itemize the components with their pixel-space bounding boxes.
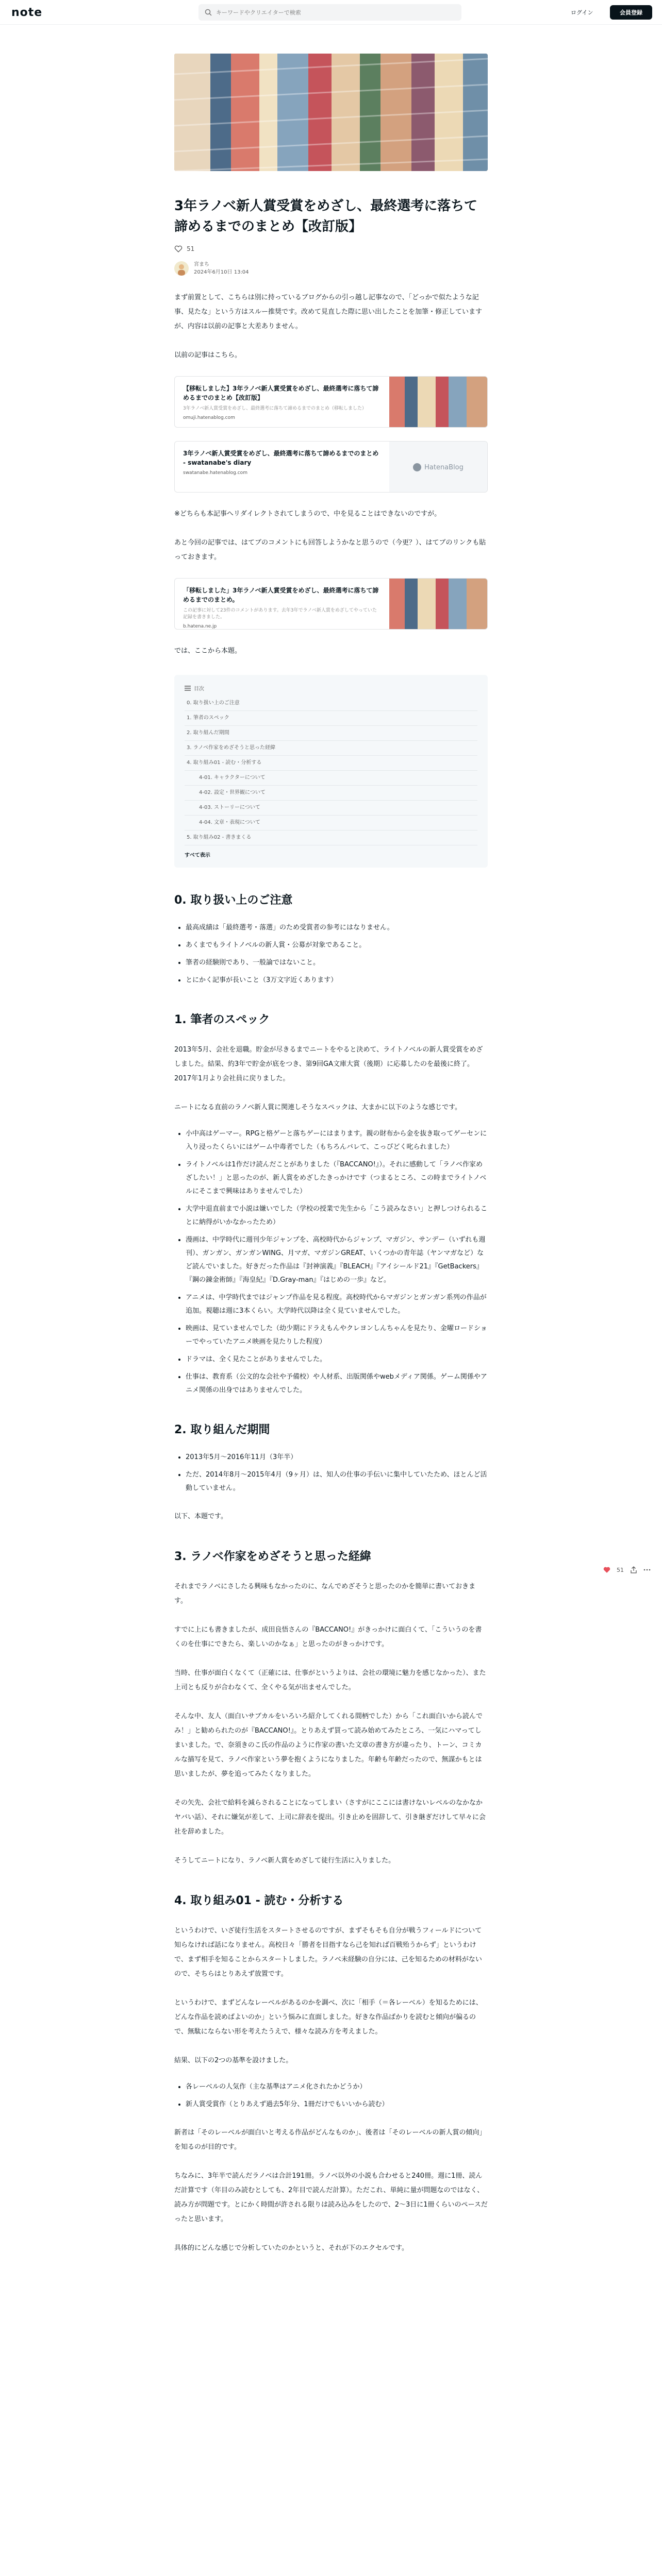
link-card-site: omuji.hatenablog.com [183, 415, 235, 420]
toc-item[interactable]: 5. 取り組み02 - 書きまくる [185, 831, 477, 845]
intro-paragraph-1: まず前置として、こちらは別に持っているブログからの引っ越し記事なので、「どっかで似たような記事、見たな」という方はスルー推奨です。改めて見直した際に思い出したことを加筆・修正していますが、内容は以前の記事と大差ありません。 [174, 294, 482, 330]
toc-item[interactable]: 2. 取り組んだ期間 [185, 726, 477, 741]
list-item: • 漫画は、中学時代に週刊少年ジャンプを、高校時代からジャンプ、マガジン、サンデー（いずれも週刊）、ガンガン、ガンガンWING、月マガ、マガジンGREAT、いくつかの青年誌（ヤンマガなど）など読んでいました。好きだった作品は『封神演義』『BLEACH』『アイシールド21』『GetBackers』『鋼の錬金術師』『海皇紀』『D.Gray-man』『はじめの一歩』など。 [186, 1233, 488, 1287]
list-item: • 大学中退直前まで小説は嫌いでした（学校の授業で先生から「こう読みなさい」と押しつけられることに納得がいかなかったため） [186, 1202, 488, 1229]
hatenablog-logo-icon [413, 463, 421, 471]
section-1-paragraph-2: ニートになる直前のラノベ新人賞に関連しそうなスペックは、大まかに以下のような感じです。 [174, 1104, 462, 1111]
toc-show-all-button[interactable]: すべて表示 [185, 853, 210, 858]
list-item: • 2013年5月〜2016年11月（3年半） [186, 1451, 488, 1464]
note-paragraph-1: ※どちらも本記事へリダイレクトされてしまうので、中を見ることはできないのですが。 [174, 510, 441, 518]
section-1-paragraph-1: 2013年5月、会社を退職。貯金が尽きるまでニートをやると決めて、ライトノベルの新人賞受賞をめざしました。結果、約3年で貯金が底をつき、第9回GA文庫大賞（後期）に応募したのを最後に終了。2017年1月より会社員に戻りました。 [174, 1046, 483, 1082]
toc-subitem[interactable]: 4-01. キャラクターについて [185, 771, 477, 786]
link-card-title: 「移転しました」3年ラノベ新人賞受賞をめざし、最終選考に落ちて諦めるまでのまとめ。 [183, 587, 379, 603]
link-card-thumbnail [389, 579, 487, 630]
link-card-1[interactable] [174, 376, 488, 428]
heart-icon[interactable] [174, 245, 183, 252]
floating-like-count: 51 [617, 1566, 624, 1573]
section-4-paragraph-3: 結果、以下の2つの基準を設けました。 [174, 2057, 293, 2064]
hero-image [174, 54, 488, 171]
toc-item[interactable]: 1. 筆者のスペック [185, 711, 477, 726]
section-4-list [174, 2080, 488, 2111]
author-avatar[interactable] [174, 261, 189, 276]
section-heading-3: 3. ラノベ作家をめざそうと思った経緯 [174, 1550, 371, 1563]
section-4-paragraph-6: 具体的にどんな感じで分析していたのかというと、それが下のエクセルです。 [174, 2244, 408, 2252]
toc-subitem[interactable]: 4-04. 文章・表現について [185, 816, 477, 831]
note-logo[interactable]: note [11, 6, 43, 19]
link-card-3[interactable] [174, 578, 488, 630]
section-4-paragraph-4: 新者は「そのレーベルが面白いと考える作品がどんなものか」、後者は「そのレーベルの新人賞の傾向」を知るのが目的です。 [174, 2129, 486, 2151]
floating-action-bar [603, 1566, 651, 1573]
list-icon [185, 686, 191, 691]
section-1-list [174, 1127, 488, 1397]
hatenablog-logo-text: HatenaBlog [424, 463, 464, 471]
hero-books-illustration [174, 54, 488, 171]
list-item: • 筆者の経験則であり、一般論ではないこと。 [186, 956, 488, 970]
list-item: • 最高成績は「最終選考・落選」のため受賞者の参考にはなりません。 [186, 921, 488, 935]
link-card-2[interactable] [174, 441, 488, 493]
link-card-thumbnail [389, 442, 487, 493]
heart-icon[interactable] [603, 1567, 610, 1573]
article-title: 3年ラノベ新人賞受賞をめざし、最終選考に落ちて諦めるまでのまとめ【改訂版】 [174, 198, 478, 234]
list-item: • ドラマは、全く見たことがありませんでした。 [186, 1353, 488, 1366]
article [174, 54, 488, 2256]
toc-title: 目次 [194, 686, 204, 692]
intro-transition: では、ここから本題。 [174, 647, 242, 655]
section-4-paragraph-5: ちなみに、3年半で読んだラノベは合計191冊。ラノベ以外の小説も合わせると240冊。週に1冊、読んだ計算です（年目のみ読むとしても、2年目で読んだ計算）。ただこれ、単純に量が問題なのではなく、読み方が問題です。とにかく時間が許される限りは読み込みをしたので、2〜3日に1冊くらいのペースだったと思います。 [174, 2172, 488, 2223]
share-icon[interactable] [630, 1566, 637, 1573]
section-0-list [174, 921, 488, 987]
section-3-paragraph-6: そうしてニートになり、ラノベ新人賞をめざして徒行生活に入りました。 [174, 1857, 395, 1865]
author-name[interactable]: 宮まち [194, 262, 209, 267]
link-card-site: swatanabe.hatenablog.com [183, 470, 247, 476]
section-2-list [174, 1451, 488, 1495]
more-icon[interactable] [643, 1566, 651, 1573]
note-paragraph-2: あと今回の記事では、はてブのコメントにも回答しようかなと思うので（今更？）、はてブのリンクも貼っておきます。 [174, 539, 486, 561]
list-item: • ライトノベルは1作だけ読んだことがありました（『BACCANO!』）。それに感動して「ラノベ作家めざしたい！」と思ったのが、新人賞をめざしたきっかけです（つまるところ、この時までライトノベルにそこまで興味はありませんでした） [186, 1158, 488, 1198]
link-card-title: 3年ラノベ新人賞受賞をめざし、最終選考に落ちて諦めるまでのまとめ - swatanabe's diary [183, 450, 379, 466]
section-heading-4: 4. 取り組み01 - 読む・分析する [174, 1894, 344, 1907]
section-3-paragraph-3: 当時、仕事が面白くなくて（正確には、仕事がというよりは、会社の環境に魅力を感じなかった）、また上司とも反りが合わなくて、全くやる気が出ませんでした。 [174, 1669, 486, 1691]
search-input[interactable] [216, 9, 448, 16]
list-item: • 小中高はゲーマー。RPGと格ゲーと落ちゲーにはまります。親の財布から金を抜き取ってゲーセンに入り浸ったくらいにはゲーム中毒者でした（もちろんバレて、こっぴどく叱られました） [186, 1127, 488, 1154]
section-4-paragraph-2: というわけで、まずどんなレーベルがあるのかを調べ、次に「相手（＝各レーベル）を知るためには、どんな作品を読めばよいのか」という悩みに直面しました。好きな作品ばかりを読むと傾向が偏るので、無駄にならない形を考えたうえで、様々な読み方を考えました。 [174, 1999, 483, 2036]
toc-item[interactable]: 0. 取り扱い上のご注意 [185, 696, 477, 711]
section-heading-2: 2. 取り組んだ期間 [174, 1423, 270, 1436]
link-card-thumbnail [389, 377, 487, 428]
top-header [0, 0, 662, 25]
list-item: • アニメは、中学時代まではジャンプ作品を見る程度。高校時代からマガジンとガンガン系列の作品が追加。視聴は週に3本くらい。大学時代以降は全く見ていませんでした。 [186, 1291, 488, 1318]
list-item: • 映画は、見ていませんでした（幼少期にドラえもんやクレヨンしんちゃんを見たり、金曜ロードショーでやっていたアニメ映画を見たりした程度） [186, 1322, 488, 1349]
toc-item[interactable]: 4. 取り組み01 - 読む・分析する [185, 756, 477, 771]
section-3-paragraph-1: それまでラノベにさしたる興味もなかったのに、なんでめざそうと思ったのかを簡単に書いておきます。 [174, 1583, 476, 1605]
link-card-desc: この記事に対して23件のコメントがあります。去年3年でラノベ新人賞をめざしてやっていた記録を書きました。 [183, 608, 377, 620]
section-heading-0: 0. 取り扱い上のご注意 [174, 894, 293, 907]
list-item: • あくまでもライトノベルの新人賞・公募が対象であること。 [186, 939, 488, 952]
section-3-paragraph-4: そんな中、友人（面白いサブカルをいろいろ紹介してくれる間柄でした）から「これ面白いから読んでみ！」と勧められたのが『BACCANO!』。とりあえず買って読み始めてみたところ、一気にハマってしまいました。で、奈須きのこ氏の作品のように作家の書いた文章の書き方が違ったり、トーン、コミカルな描写を見て、ラノベ作家という夢を抱くようになりました。年齢も年齢だったので、無謀かもとは思いましたが、夢を追ってみたくなりました。 [174, 1713, 483, 1778]
search-box[interactable] [198, 4, 461, 21]
section-4-paragraph-1: というわけで、いざ徒行生活をスタートさせるのですが、まずそもそも自分が戦うフィールドについて知らなければ話になりません。高校日々「勝者を目指すなら己を知れば百戦殆うからず」というわけで、まず相手を知ることからスタートしました。ラノベ未経験の自分には、己を知るための材料がないので、そちらはとりあえず放置です。 [174, 1927, 482, 1978]
author-meta [194, 261, 249, 276]
like-row [174, 245, 488, 252]
link-card-title: 【移転しました】3年ラノベ新人賞受賞をめざし、最終選考に落ちて諦めるまでのまとめ【改訂版】 [183, 385, 379, 401]
author-row [174, 261, 488, 276]
link-card-site: b.hatena.ne.jp [183, 624, 217, 629]
toc-subitem[interactable]: 4-02. 設定・世界観について [185, 786, 477, 801]
list-item: • 各レーベルの人気作（主な基準はアニメ化されたかどうか） [186, 2080, 488, 2094]
list-item: • ただ、2014年8月〜2015年4月（9ヶ月）は、知人の仕事の手伝いに集中していたため、ほとんど活動していません。 [186, 1468, 488, 1495]
avatar-illustration [174, 261, 189, 276]
post-date: 2024年6月10日 13:04 [194, 269, 249, 275]
signup-button[interactable]: 会員登録 [610, 5, 652, 20]
toc-subitem[interactable]: 4-03. ストーリーについて [185, 801, 477, 816]
link-card-desc: 3年ラノベ新人賞受賞をめざし、最終選考に落ちて諦めるまでのまとめ（移転しました） [183, 406, 367, 411]
table-of-contents [174, 675, 488, 868]
section-heading-1: 1. 筆者のスペック [174, 1013, 270, 1026]
search-icon [205, 9, 212, 16]
like-count[interactable]: 51 [187, 245, 195, 252]
toc-list [185, 696, 477, 845]
list-item: • 新人賞受賞作（とりあえず過去5年分、1冊だけでもいいから読む） [186, 2098, 488, 2111]
intro-paragraph-2: 以前の記事はこちら。 [174, 351, 242, 359]
section-2-paragraph-1: 以下、本題です。 [174, 1513, 227, 1520]
toc-header [185, 684, 477, 692]
toc-item[interactable]: 3. ラノベ作家をめざそうと思った経緯 [185, 741, 477, 756]
list-item: • 仕事は、教育系（公文的な会社や予備校）や人材系、出版関係やwebメディア関係。ゲーム関係やアニメ関係の出身ではありませんでした。 [186, 1370, 488, 1397]
section-3-paragraph-5: その矢先、会社で給料を減らされることになってしまい（さすがにここには書けないレベルのなかなかヤバい話）、それに嫌気が差して、上司に辞表を提出。引き止めを固辞して、引き継ぎだけして早々に会社を辞めました。 [174, 1799, 486, 1836]
login-button[interactable]: ログイン [564, 5, 600, 20]
list-item: • とにかく記事が長いこと（3万文字近くあります） [186, 974, 488, 987]
section-3-paragraph-2: すでに上にも書きましたが、成田良悟さんの『BACCANO!』がきっかけに面白くて、「こういうのを書くのを仕事にできたら、楽しいのかなぁ」と思ったのがきっかけです。 [174, 1626, 482, 1648]
